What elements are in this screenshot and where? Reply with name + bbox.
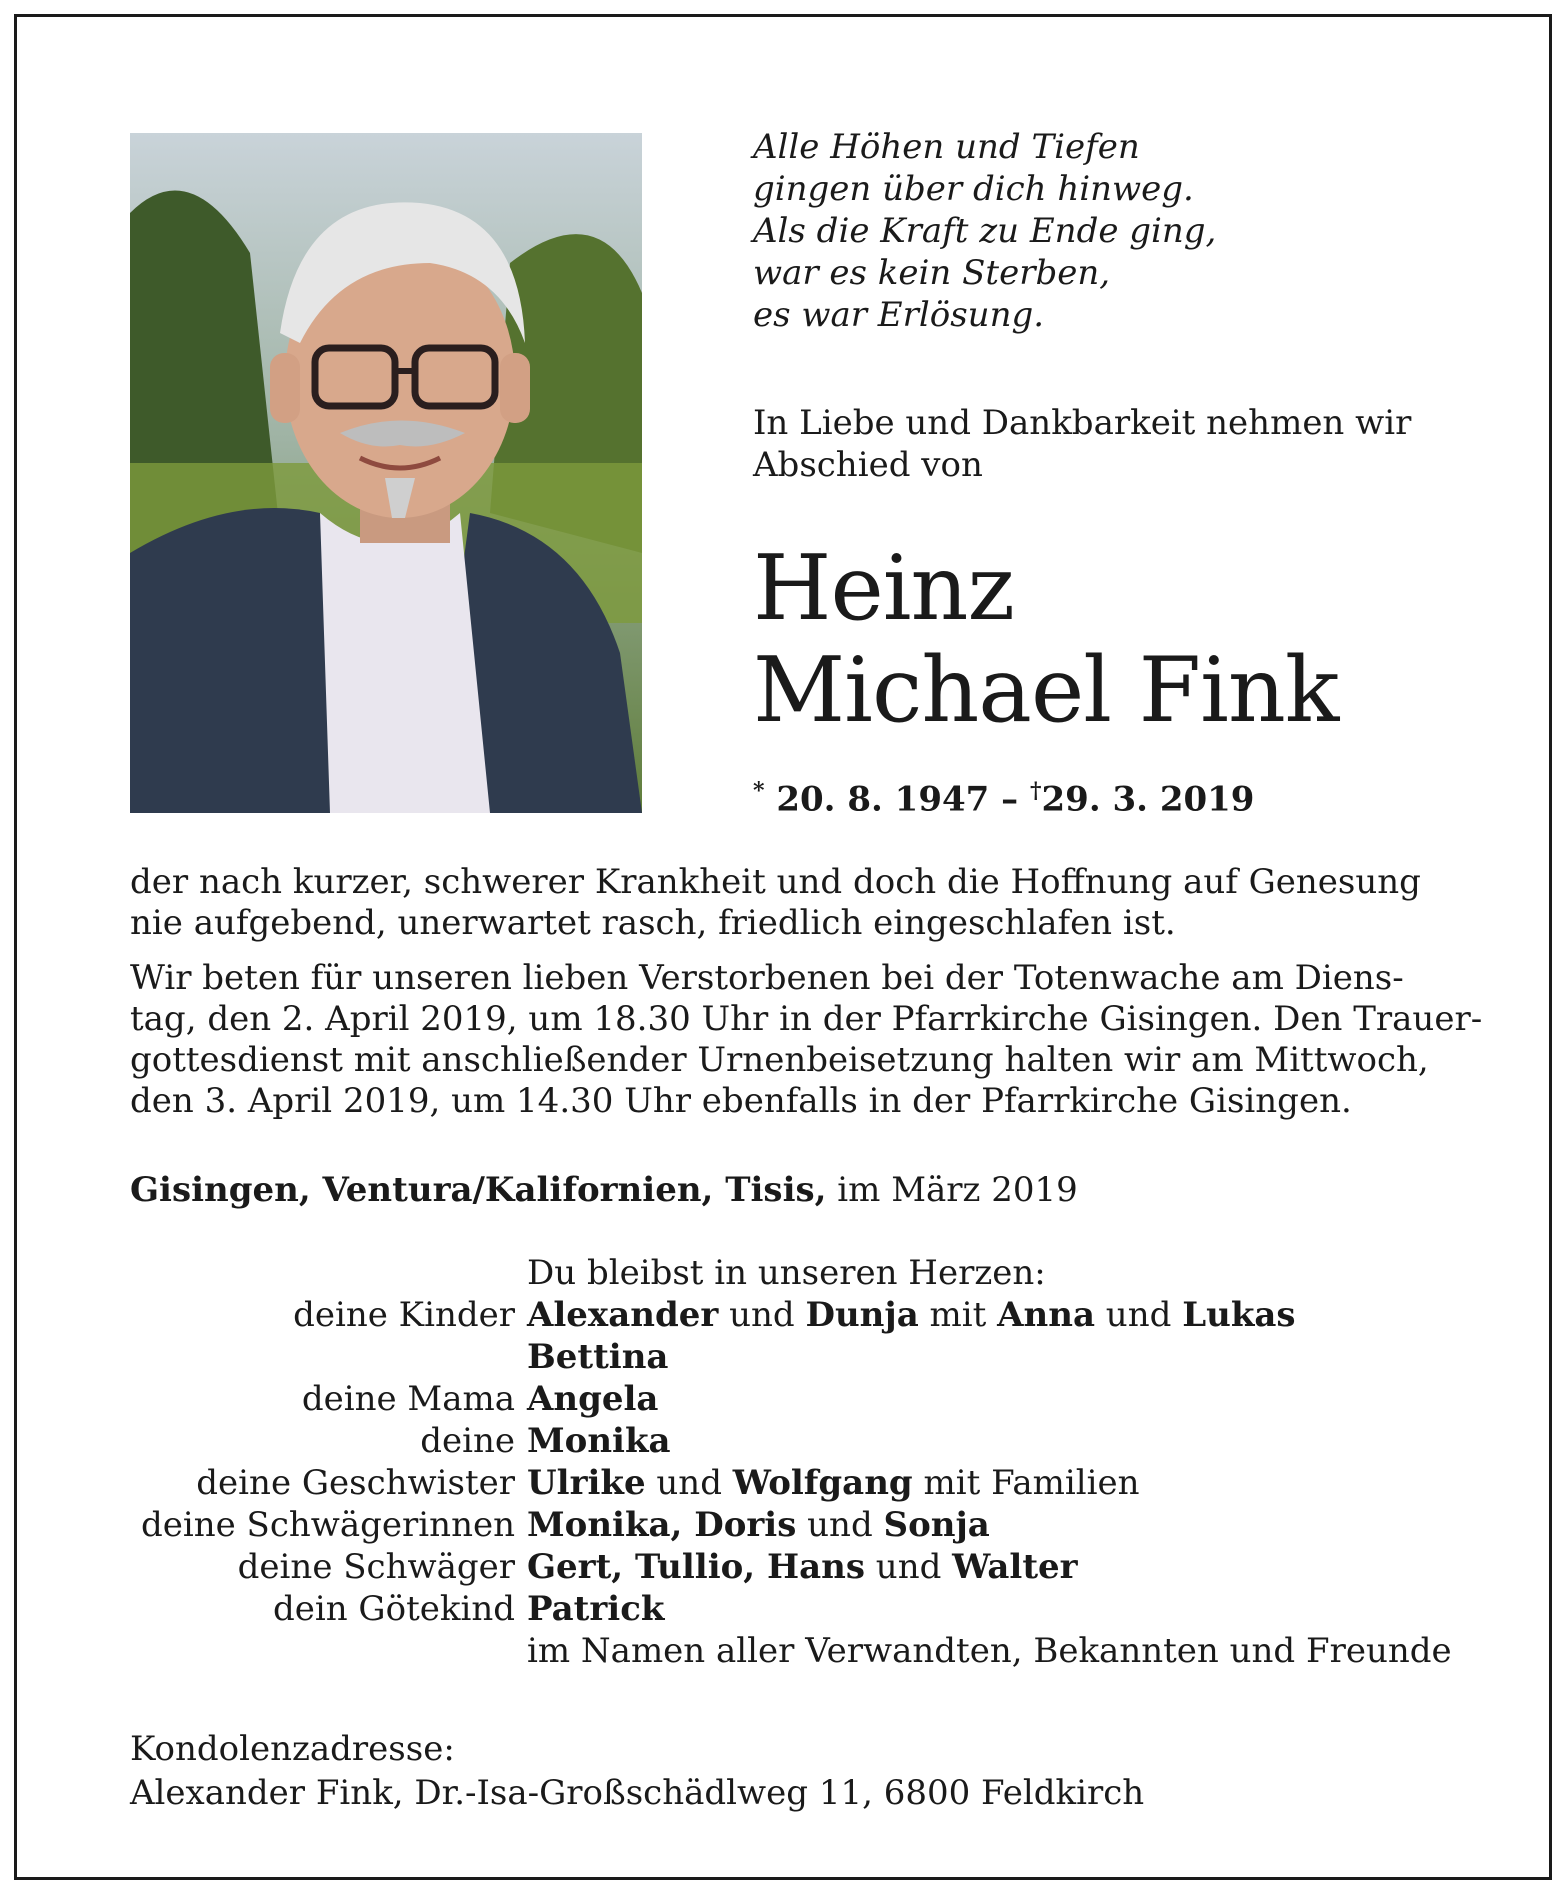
paragraph-services xyxy=(130,958,1483,1122)
poem-line: es war Erlösung. xyxy=(753,295,1045,335)
name-rest: Michael Fink xyxy=(753,638,1339,743)
family-names: Monika, Doris und Sonja xyxy=(527,1505,990,1545)
family-relation: deine Schwägerinnen xyxy=(140,1505,515,1545)
family-list xyxy=(110,1252,1452,1672)
family-member-name: Monika xyxy=(527,1421,671,1461)
life-dates xyxy=(753,778,1254,819)
family-row xyxy=(110,1336,1452,1378)
paragraph-line: den 3. April 2019, um 14.30 Uhr ebenfalls in der Pfarrkirche Gisingen. xyxy=(130,1081,1352,1121)
family-row xyxy=(110,1420,1452,1462)
family-relation xyxy=(110,1630,527,1672)
family-relation: deine Geschwister xyxy=(196,1463,515,1503)
family-relation: deine Kinder xyxy=(293,1295,515,1335)
family-row xyxy=(110,1504,1452,1546)
family-member-name: Walter xyxy=(952,1547,1078,1587)
family-row xyxy=(110,1588,1452,1630)
condolence-address-line: Alexander Fink, Dr.-Isa-Großschädlweg 11, 6800 Feldkirch xyxy=(130,1773,1145,1813)
birth-date: 20. 8. 1947 xyxy=(776,779,990,820)
family-names: Ulrike und Wolfgang mit Familien xyxy=(527,1463,1140,1503)
paragraph-line: tag, den 2. April 2019, um 18.30 Uhr in der Pfarrkirche Gisingen. Den Trauer- xyxy=(130,999,1483,1039)
family-relation xyxy=(110,1336,527,1378)
family-names: Alexander und Dunja mit Anna und Lukas xyxy=(527,1295,1296,1335)
place-date xyxy=(130,1170,1078,1210)
family-relation: deine Schwäger xyxy=(237,1547,515,1587)
family-names: Gert, Tullio, Hans und Walter xyxy=(527,1547,1078,1587)
family-row xyxy=(110,1546,1452,1588)
portrait-photo xyxy=(130,133,642,813)
family-names xyxy=(527,1378,658,1420)
paragraph-passing xyxy=(130,862,1440,944)
deceased-name xyxy=(753,538,1338,742)
family-member-name: Anna xyxy=(997,1295,1095,1335)
family-names xyxy=(527,1588,664,1630)
family-member-name: Patrick xyxy=(527,1589,665,1629)
family-relation: dein Götekind xyxy=(272,1589,515,1629)
family-row xyxy=(110,1378,1452,1420)
family-names xyxy=(527,1336,668,1378)
date-separator: – xyxy=(1001,779,1019,820)
family-row xyxy=(110,1294,1452,1336)
condolence-label: Kondolenzadresse: xyxy=(130,1729,455,1769)
place-month: im März 2019 xyxy=(837,1170,1078,1210)
family-member-name: Sonja xyxy=(883,1505,990,1545)
poem-line: Als die Kraft zu Ende ging, xyxy=(753,211,1217,251)
family-member-name: Monika, Doris xyxy=(527,1505,797,1545)
family-member-name: Ulrike xyxy=(527,1463,646,1503)
place-names: Gisingen, Ventura/Kalifornien, Tisis, xyxy=(130,1170,827,1210)
poem xyxy=(753,126,1216,336)
family-member-name: Gert, Tullio, Hans xyxy=(527,1547,865,1587)
family-member-name: Alexander xyxy=(527,1295,719,1335)
intro-line: In Liebe und Dankbarkeit nehmen wir xyxy=(753,403,1412,443)
family-member-name: Wolfgang xyxy=(732,1463,913,1503)
paragraph-line: der nach kurzer, schwerer Krankheit und doch die Hoffnung auf Genesung xyxy=(130,862,1421,902)
family-member-name: Lukas xyxy=(1182,1295,1296,1335)
poem-line: gingen über dich hinweg. xyxy=(753,169,1194,209)
family-row xyxy=(110,1462,1452,1504)
family-heading: Du bleibst in unseren Herzen: xyxy=(527,1253,1046,1293)
intro-line: Abschied von xyxy=(753,445,983,485)
family-member-name: Bettina xyxy=(527,1337,669,1377)
birth-symbol: * xyxy=(753,778,765,804)
poem-line: Alle Höhen und Tiefen xyxy=(753,127,1140,167)
death-date: 29. 3. 2019 xyxy=(1041,779,1255,820)
paragraph-line: Wir beten für unseren lieben Verstorbenen bei der Totenwache am Diens- xyxy=(130,958,1404,998)
family-relation: deine Mama xyxy=(301,1379,515,1419)
poem-line: war es kein Sterben, xyxy=(753,253,1111,293)
family-member-name: Angela xyxy=(527,1379,659,1419)
family-member-name: Dunja xyxy=(805,1295,919,1335)
intro-text xyxy=(753,402,1443,486)
family-names xyxy=(527,1420,671,1462)
death-symbol: † xyxy=(1030,778,1042,804)
condolence-address xyxy=(130,1727,1144,1815)
family-row xyxy=(110,1630,1452,1672)
family-names: im Namen aller Verwandten, Bekannten und Freunde xyxy=(527,1631,1452,1671)
paragraph-line: nie aufgebend, unerwartet rasch, friedlich eingeschlafen ist. xyxy=(130,903,1176,943)
family-relation: deine xyxy=(420,1421,515,1461)
name-first: Heinz xyxy=(753,536,1014,641)
paragraph-line: gottesdienst mit anschließender Urnenbeisetzung halten wir am Mittwoch, xyxy=(130,1040,1429,1080)
family-heading-row xyxy=(110,1252,1452,1294)
